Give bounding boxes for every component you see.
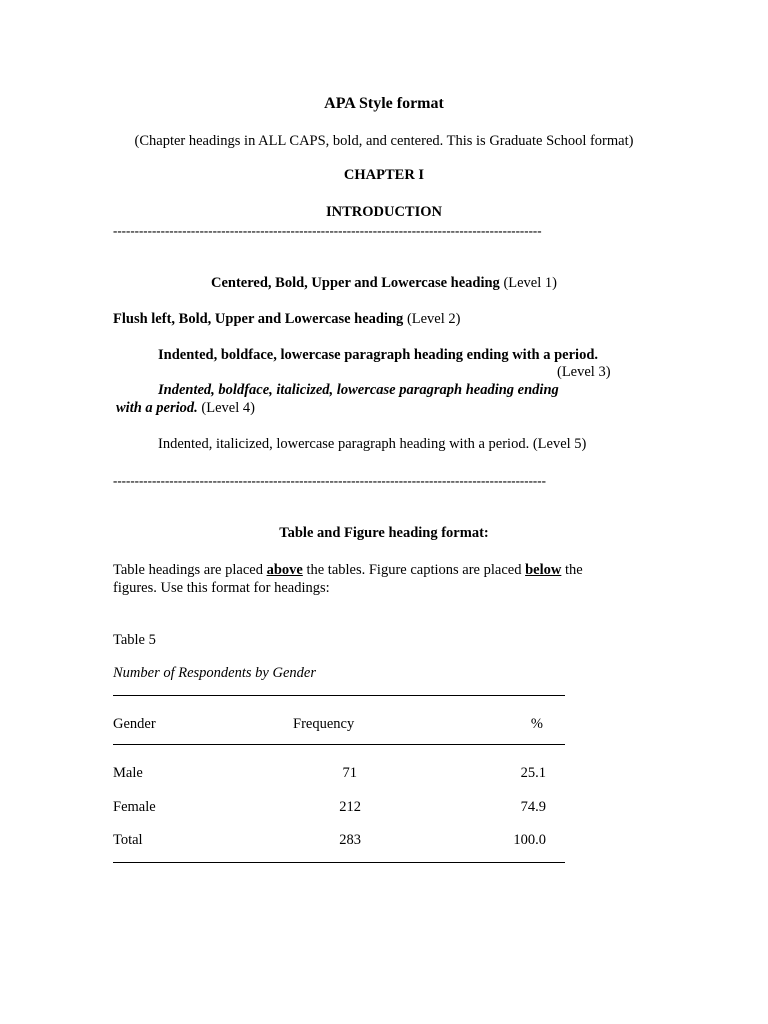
level1-note: (Level 1)	[499, 275, 557, 291]
table-label: Table 5	[113, 632, 156, 648]
chapter-number: CHAPTER I	[343, 167, 425, 183]
table-bottom-rule	[113, 862, 565, 863]
subtitle: (Chapter headings in ALL CAPS, bold, and centered. This is Graduate School format)	[134, 133, 634, 149]
level5-heading: Indented, italicized, lowercase paragraph heading with a period. (Level 5)	[158, 436, 587, 452]
table-row-total-percent: 100.0	[513, 832, 546, 848]
table-header-percent: %	[530, 716, 543, 732]
table-top-rule	[113, 695, 565, 696]
table-row-male-percent: 25.1	[520, 765, 546, 781]
level4-note: (Level 4)	[197, 400, 255, 416]
table-figure-heading: Table and Figure heading format:	[279, 525, 489, 541]
level4-heading-end: with a period.	[116, 400, 198, 416]
level1-heading	[0, 275, 768, 292]
page-title: APA Style format	[324, 95, 444, 112]
level4-heading-line1: Indented, boldface, italicized, lowercase paragraph heading ending	[158, 382, 559, 398]
para-below-emphasis: below	[525, 562, 562, 578]
dashed-divider-bottom: ----------------------------------------------------------------------------------------------------	[113, 473, 546, 488]
dashed-divider-top: ---------------------------------------------------------------------------------------------------	[113, 223, 542, 238]
table-row-female-frequency: 212	[339, 799, 361, 815]
instruction-paragraph-line2: figures. Use this format for headings:	[113, 580, 330, 596]
para-text-3: the	[561, 562, 583, 578]
table-row-total-frequency: 283	[339, 832, 361, 848]
para-text-1: Table headings are placed	[113, 562, 267, 578]
level2-note: (Level 2)	[403, 311, 461, 327]
table-header-gender: Gender	[113, 716, 156, 732]
table-row-male-gender: Male	[113, 765, 143, 781]
table-header-rule	[113, 744, 565, 745]
table-row-total-gender: Total	[113, 832, 143, 848]
para-above-emphasis: above	[266, 562, 303, 578]
table-row-male-frequency: 71	[342, 765, 357, 781]
para-text-2: the tables. Figure captions are placed	[302, 562, 526, 578]
level1-heading-bold: Centered, Bold, Upper and Lowercase heading	[211, 275, 500, 291]
level4-heading-line2	[116, 400, 255, 417]
chapter-title: INTRODUCTION	[325, 204, 442, 220]
level3-heading: Indented, boldface, lowercase paragraph heading ending with a period.	[158, 347, 599, 363]
table-row-female-gender: Female	[113, 799, 156, 815]
level2-heading-bold: Flush left, Bold, Upper and Lowercase heading	[113, 311, 404, 327]
table-header-frequency: Frequency	[293, 716, 355, 732]
level2-heading	[113, 311, 460, 328]
instruction-paragraph-line1	[113, 562, 583, 579]
table-row-female-percent: 74.9	[520, 799, 546, 815]
level3-note: (Level 3)	[557, 364, 611, 380]
table-caption: Number of Respondents by Gender	[113, 665, 316, 681]
